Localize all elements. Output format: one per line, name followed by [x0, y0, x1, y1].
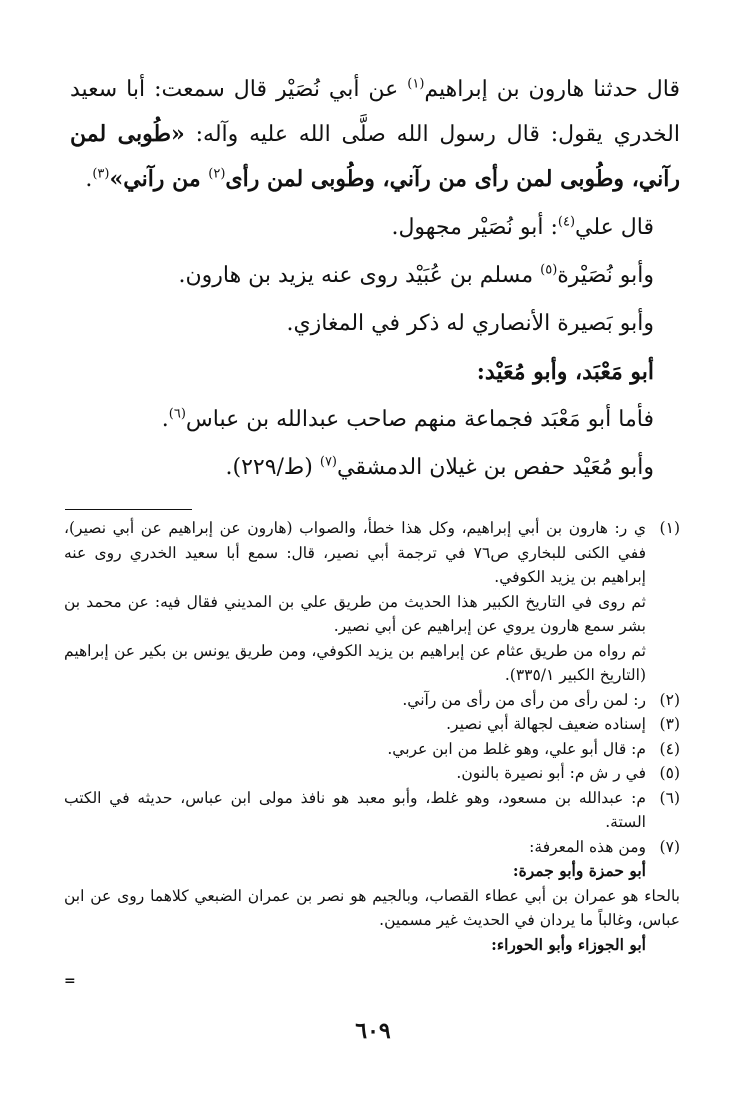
footnote-ref-3: (٣)	[92, 166, 110, 182]
footnote-body	[64, 835, 646, 884]
paragraph-hadith	[70, 68, 680, 202]
footnote-number: (٥)	[659, 764, 680, 782]
footnote-number: (١)	[659, 519, 680, 537]
hadith-quote: «طُوبى لمن رآني، وطُوبى لمن رأى من رآني، وطُوبى لمن رأى	[70, 121, 680, 192]
footnote-ref-5: (٥)	[540, 262, 558, 278]
footnote-7	[64, 835, 680, 884]
section-heading: أبو مَعْبَد، وأبو مُعَيْد:	[476, 359, 654, 385]
footnote-ref-7: (٧)	[319, 454, 337, 470]
footnote-paragraph: ومن هذه المعرفة:	[529, 837, 646, 856]
continuation-mark: =	[64, 973, 76, 989]
footnote-separator	[65, 509, 192, 510]
footnotes	[64, 516, 680, 957]
footnote-paragraph: بالحاء هو عمران بن أبي عطاء القصاب، وبالجيم هو نصر بن عمران الضبعي كلاهما روى عن ابن عباس، وغالباً ما يردان في الحديث غير مسمين.	[64, 886, 680, 929]
footnote-text: م: قال أبو علي، وهو غلط من ابن عربي.	[387, 739, 646, 758]
footnote-text: م: عبدالله بن مسعود، وهو غلط، وأبو معبد هو نافذ مولى ابن عباس، حديثه في الكتب الستة.	[64, 788, 646, 831]
footnote-ref-6: (٦)	[168, 406, 186, 422]
footnote-ref-2: (٢)	[208, 166, 226, 182]
footnote-3	[64, 712, 680, 737]
footnote-number: (٣)	[659, 715, 680, 733]
footnote-ref-4: (٤)	[557, 214, 576, 230]
line-abu-basira: وأبو بَصيرة الأنصاري له ذكر في المغازي.	[286, 311, 654, 336]
footnote-subheading: أبو حمزة وأبو جمرة:	[512, 861, 646, 880]
text-run: وأبو نُصَيْرة	[557, 263, 654, 288]
text-run: قال علي	[575, 215, 654, 240]
footnote-6	[64, 786, 680, 835]
footnote-text: ر: لمن رأى من رأى من رأى من رآني.	[402, 690, 646, 709]
line-abu-nusayra	[70, 254, 680, 298]
footnote-number: (٦)	[659, 788, 680, 807]
line-abu-nusayr	[70, 206, 680, 250]
text-run: وأبو مُعَيْد حفص بن غيلان الدمشقي	[337, 455, 654, 480]
footnote-body	[64, 516, 646, 688]
line-abu-mabad	[70, 398, 680, 442]
line-abu-muayd	[70, 446, 680, 490]
footnote-text: إسناده ضعيف لجهالة أبي نصير.	[446, 715, 646, 733]
footnote-number: (٢)	[659, 690, 680, 709]
footnote-4	[64, 737, 680, 762]
page-number: ٦٠٩	[355, 1018, 391, 1044]
footnote-2	[64, 688, 680, 713]
footnote-text: في ر ش م: أبو نصيرة بالنون.	[456, 764, 646, 782]
footnote-subheading: أبو الجوزاء وأبو الحوراء:	[491, 934, 646, 954]
footnote-paragraph: ثم رواه من طريق عثام عن إبراهيم بن يزيد الكوفي، ومن طريق يونس بن بكير عن إبراهيم (التاريخ الكبير ٣٣٥/١).	[64, 641, 646, 684]
footnote-1	[64, 516, 680, 688]
text-run: فأما أبو مَعْبَد فجماعة منهم صاحب عبدالله بن عباس	[185, 407, 654, 432]
text-run: .	[85, 167, 93, 192]
text-run: : أبو نُصَيْر مجهول.	[391, 215, 558, 240]
text-run: قال حدثنا هارون بن إبراهيم	[424, 77, 680, 102]
main-text	[70, 68, 680, 494]
text-run: مسلم بن عُبَيْد روى عنه يزيد بن هارون.	[178, 263, 541, 288]
footnote-paragraph: ي ر: هارون بن أبي إبراهيم، وكل هذا خطأ، والصواب (هارون عن إبراهيم عن أبي نصير)، ففي الكنى للبخاري ص٧٦ في ترجمة أبي نصير، قال: سمع أبا سعيد الخدري روى عنه إبراهيم بن يزيد الكوفي.	[64, 519, 646, 586]
footnote-number: (٧)	[659, 837, 680, 856]
text-run: .	[161, 407, 169, 432]
footnote-number: (٤)	[659, 739, 680, 758]
footnote-ref-1: (١)	[407, 76, 425, 92]
footnote-paragraph: ثم روى في التاريخ الكبير هذا الحديث من طريق علي بن المديني فقال فيه: عن محمد بن بشر سمع هارون يروي عن إبراهيم عن أبي نصير.	[64, 592, 646, 635]
text-run: (ط/٢٢٩).	[225, 455, 320, 480]
footnote-5	[64, 761, 680, 786]
hadith-quote-end: من رآني»	[109, 166, 209, 192]
text-run: عن أبي نُصَيْر قال سمعت: أبا سعيد الخدري يقول: قال رسول الله صلَّى الله عليه وآله:	[70, 77, 680, 147]
